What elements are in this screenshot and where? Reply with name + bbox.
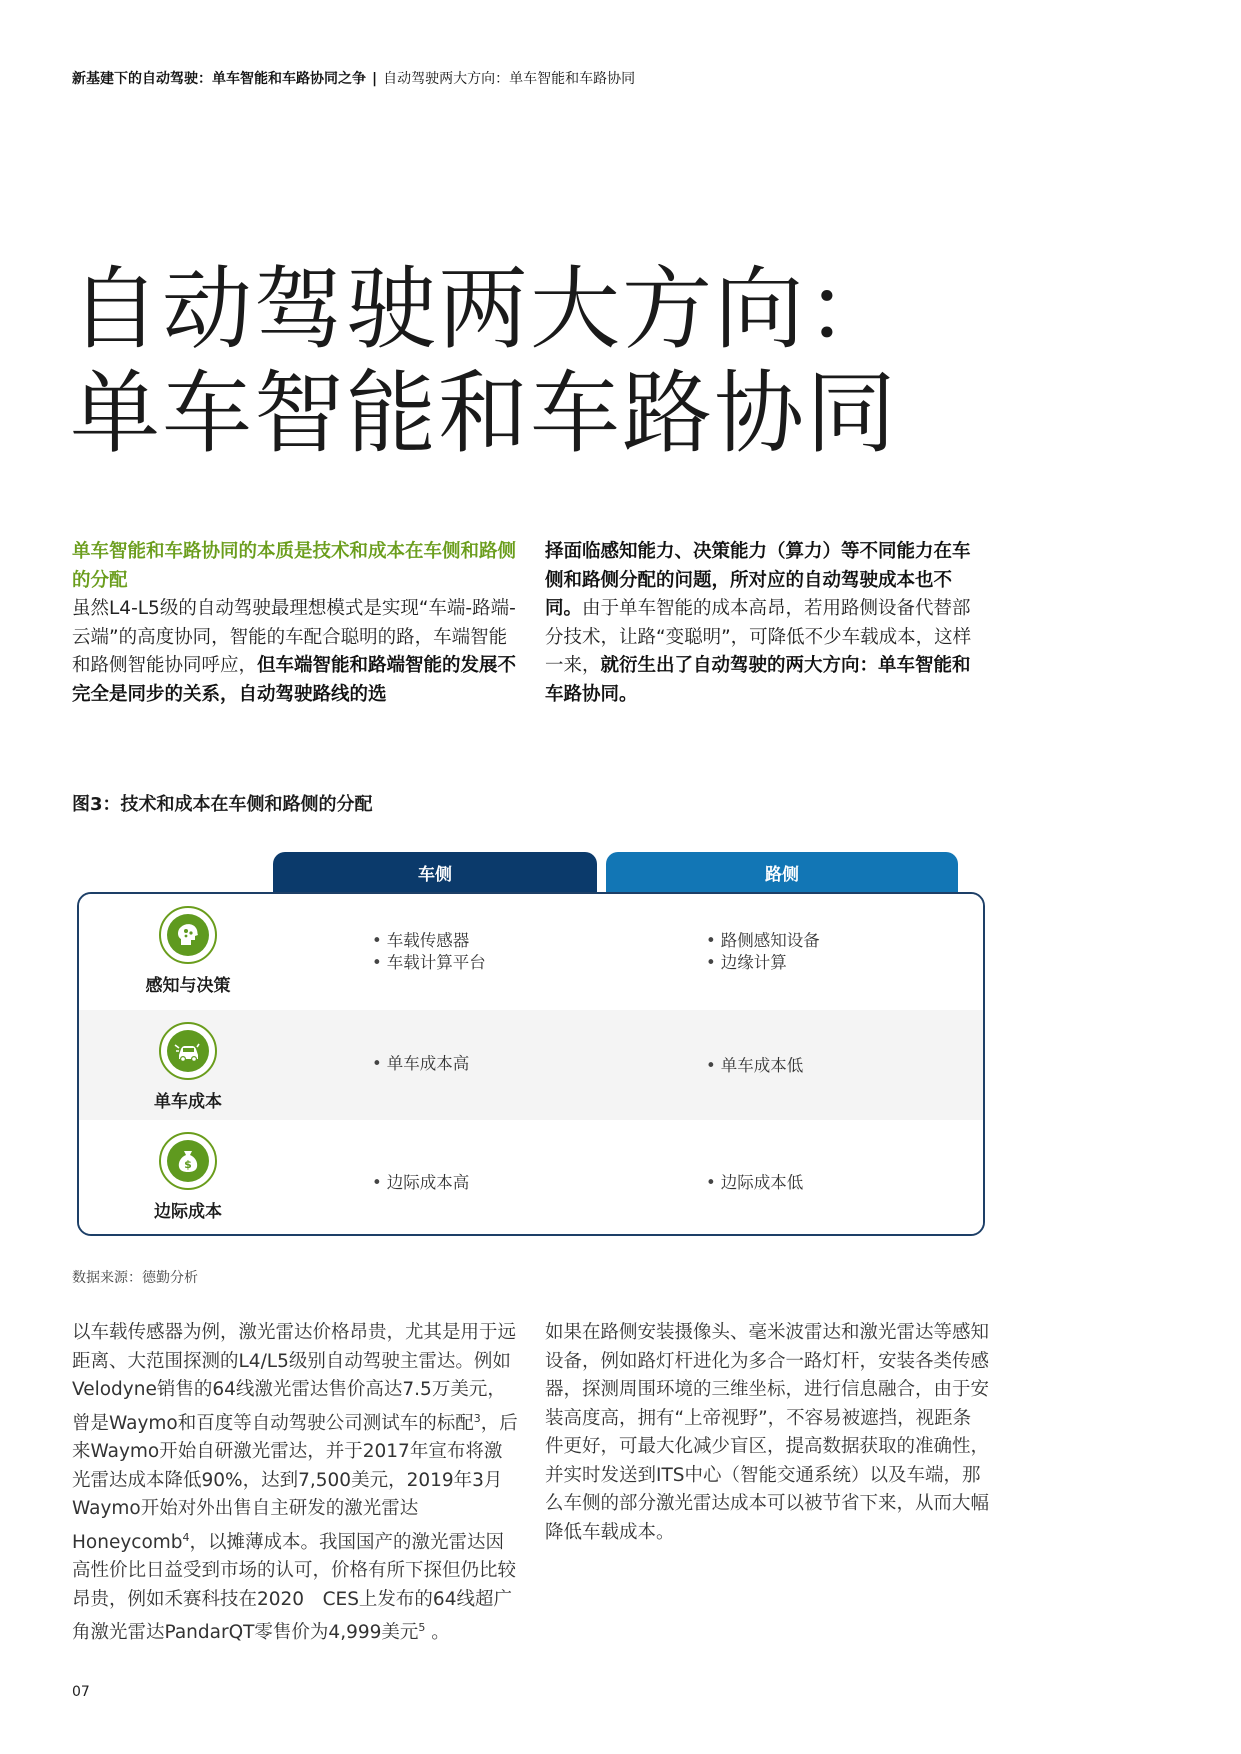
- header-separator: |: [372, 71, 378, 87]
- money-bag-icon: [159, 1132, 217, 1190]
- row-label-text: 感知与决策: [145, 976, 231, 996]
- row-label-text: 边际成本: [154, 1202, 222, 1222]
- title-line-1: 自动驾驶两大方向：: [70, 257, 898, 362]
- road-side-cell: [706, 1172, 803, 1194]
- body-left-column: [72, 1319, 520, 1648]
- title-line-2: 单车智能和车路协同: [70, 361, 898, 466]
- table-row-vehicle-cost: [79, 1010, 983, 1120]
- list-item: • 边缘计算: [706, 952, 820, 974]
- row-label-perception: [119, 906, 257, 996]
- head-brain-icon: [159, 906, 217, 964]
- body-text: 。: [425, 1622, 450, 1644]
- column-header-car-side: 车侧: [273, 852, 597, 892]
- table-row-perception: [79, 894, 983, 1010]
- column-header-road-side: 路侧: [606, 852, 958, 892]
- list-item: • 边际成本高: [372, 1172, 469, 1194]
- list-item: • 车载计算平台: [372, 952, 486, 974]
- list-item: • 路侧感知设备: [706, 930, 820, 952]
- page-title: [70, 258, 898, 466]
- row-label-vehicle-cost: [119, 1022, 257, 1112]
- body-text: ，后来Waymo开始自研激光雷达，并于2017年宣布将激光雷达成本降低90%，达到7,500美元，2019年3月Waymo开始对外出售自主研发的激光雷达Honeycomb: [72, 1412, 518, 1553]
- running-header: [72, 68, 635, 88]
- car-side-cell: [372, 1172, 469, 1194]
- intro-left-text: 虽然L4-L5级的自动驾驶最理想模式是实现“车端-路端-云端”的高度协同，智能的车配合聪明的路，车端智能和路侧智能协同呼应，: [72, 598, 516, 676]
- intro-lead: 单车智能和车路协同的本质是技术和成本在车侧和路侧的分配: [72, 541, 517, 591]
- svg-text:$: $: [184, 1158, 192, 1171]
- intro-left-bold: 但车端智能和路端智能的发展不完全是同步的关系，自动驾驶路线的选: [72, 655, 517, 705]
- list-item: • 单车成本低: [706, 1055, 803, 1077]
- list-item: • 车载传感器: [372, 930, 486, 952]
- table-row-marginal-cost: [79, 1120, 983, 1234]
- car-icon: [159, 1022, 217, 1080]
- allocation-table: [77, 892, 985, 1236]
- section-title: 自动驾驶两大方向：单车智能和车路协同: [383, 71, 636, 87]
- intro-right-bold-1: 择面临感知能力、决策能力（算力）等不同能力在车侧和路侧分配的问题，所对应的自动驾驶成本也不同。: [545, 541, 971, 619]
- page-number: 07: [72, 1684, 90, 1700]
- car-side-cell: [372, 930, 486, 974]
- report-title: 新基建下的自动驾驶：单车智能和车路协同之争: [72, 71, 366, 87]
- intro-left-column: [72, 538, 518, 709]
- row-label-text: 单车成本: [154, 1092, 222, 1112]
- footnote-ref: 4: [182, 1530, 190, 1544]
- intro-right-column: [545, 538, 987, 709]
- road-side-cell: [706, 930, 820, 974]
- list-item: • 单车成本高: [372, 1053, 469, 1075]
- data-source-note: 数据来源：德勤分析: [72, 1270, 198, 1286]
- figure-title: 图3：技术和成本在车侧和路侧的分配: [72, 794, 373, 815]
- list-item: • 边际成本低: [706, 1172, 803, 1194]
- body-text: 以车载传感器为例，激光雷达价格昂贵，尤其是用于远距离、大范围探测的L4/L5级别自动驾驶主雷达。例如Velodyne销售的64线激光雷达售价高达7.5万美元，曾是Waymo和百度等自动驾驶公司测试车的标配: [72, 1322, 517, 1434]
- body-text: ，以摊薄成本。我国国产的激光雷达因高性价比日益受到市场的认可，价格有所下探但仍比较昂贵，例如禾赛科技在2020 CES上发布的64线超广角激光雷达PandarQT零售价为4,999美元: [72, 1531, 517, 1644]
- car-side-cell: [372, 1053, 469, 1075]
- intro-right-bold-2: 就衍生出了自动驾驶的两大方向：单车智能和车路协同。: [545, 655, 971, 705]
- intro-right-text: 由于单车智能的成本高昂，若用路侧设备代替部分技术，让路“变聪明”，可降低不少车载成本，这样一来，: [545, 598, 972, 676]
- body-right-column: 如果在路侧安装摄像头、毫米波雷达和激光雷达等感知设备，例如路灯杆进化为多合一路灯杆，安装各类传感器，探测周围环境的三维坐标，进行信息融合，由于安装高度高，拥有“上帝视野”，不容易被遮挡，视距条件更好，可最大化减少盲区，提高数据获取的准确性，并实时发送到ITS中心（智能交通系统）以及车端，那么车侧的部分激光雷达成本可以被节省下来，从而大幅降低车载成本。: [545, 1322, 990, 1543]
- road-side-cell: [706, 1055, 803, 1077]
- row-label-marginal-cost: [119, 1132, 257, 1222]
- footnote-ref: 5: [418, 1621, 426, 1635]
- footnote-ref: 3: [473, 1411, 481, 1425]
